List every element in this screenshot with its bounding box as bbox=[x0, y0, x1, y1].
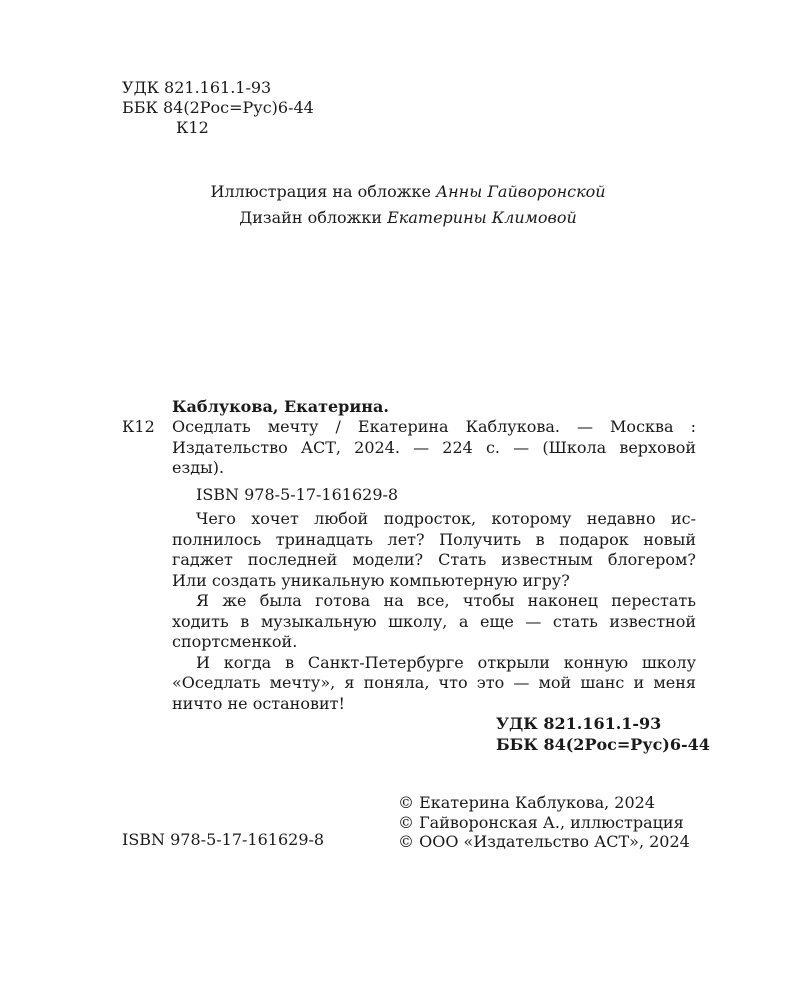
entry-classification-codes bbox=[496, 713, 710, 755]
design-credit bbox=[0, 205, 800, 231]
author-mark: К12 bbox=[176, 118, 209, 137]
entry-author-mark: К12 bbox=[122, 417, 155, 436]
author-heading: Каблукова, Екатерина. bbox=[172, 397, 389, 416]
biblio-line: Издательство АСТ, 2024. — 224 с. — (Школа верховой bbox=[172, 437, 696, 457]
copyright-line: © ООО «Издательство АСТ», 2024 bbox=[398, 832, 690, 851]
bibliographic-description bbox=[172, 417, 696, 479]
abstract-line: гаджет последней модели? Стать известным блогером? bbox=[172, 550, 696, 569]
biblio-line: езды). bbox=[172, 458, 225, 477]
abstract-line: ходить в музыкальную школу, а еще — стать известной bbox=[172, 611, 696, 631]
design-credit-label: Дизайн обложки bbox=[239, 208, 388, 227]
biblio-line: Оседлать мечту / Екатерина Каблукова. — Москва : bbox=[172, 417, 696, 436]
illustration-credit bbox=[0, 179, 800, 205]
designer-name: Екатерины Климовой bbox=[387, 208, 577, 227]
entry-bbk-code: ББК 84(2Рос=Рус)6-44 bbox=[496, 735, 710, 754]
illustrator-name: Анны Гайворонской bbox=[436, 182, 606, 201]
entry-isbn: ISBN 978-5-17-161629-8 bbox=[196, 485, 399, 504]
copyright-line: © Екатерина Каблукова, 2024 bbox=[398, 793, 656, 812]
copyright-line: © Гайворонская А., иллюстрация bbox=[398, 812, 684, 832]
abstract-line: Или создать уникальную компьютерную игру? bbox=[172, 570, 570, 590]
copyright-block bbox=[398, 793, 690, 852]
udk-code: УДК 821.161.1-93 bbox=[122, 78, 272, 97]
abstract-line: Я же была готова на все, чтобы наконец перестать bbox=[196, 591, 696, 610]
cover-credits bbox=[0, 179, 800, 231]
abstract-line: полнилось тринадцать лет? Получить в подарок новый bbox=[172, 529, 696, 549]
entry-udk-code: УДК 821.161.1-93 bbox=[496, 714, 662, 733]
abstract-line: «Оседлать мечту», я поняла, что это — мой шанс и меня bbox=[172, 673, 696, 692]
abstract-line: И когда в Санкт-Петербурге открыли конную школу bbox=[196, 652, 696, 672]
illustration-credit-label: Иллюстрация на обложке bbox=[210, 182, 436, 201]
abstract-line: спортсменкой. bbox=[172, 632, 298, 651]
footer-isbn: ISBN 978-5-17-161629-8 bbox=[122, 830, 325, 849]
abstract-line: Чего хочет любой подросток, которому недавно ис- bbox=[196, 509, 696, 528]
book-abstract bbox=[172, 509, 696, 714]
abstract-line: ничто не остановит! bbox=[172, 693, 345, 713]
bbk-code: ББК 84(2Рос=Рус)6-44 bbox=[122, 98, 314, 117]
classification-codes bbox=[122, 78, 314, 138]
